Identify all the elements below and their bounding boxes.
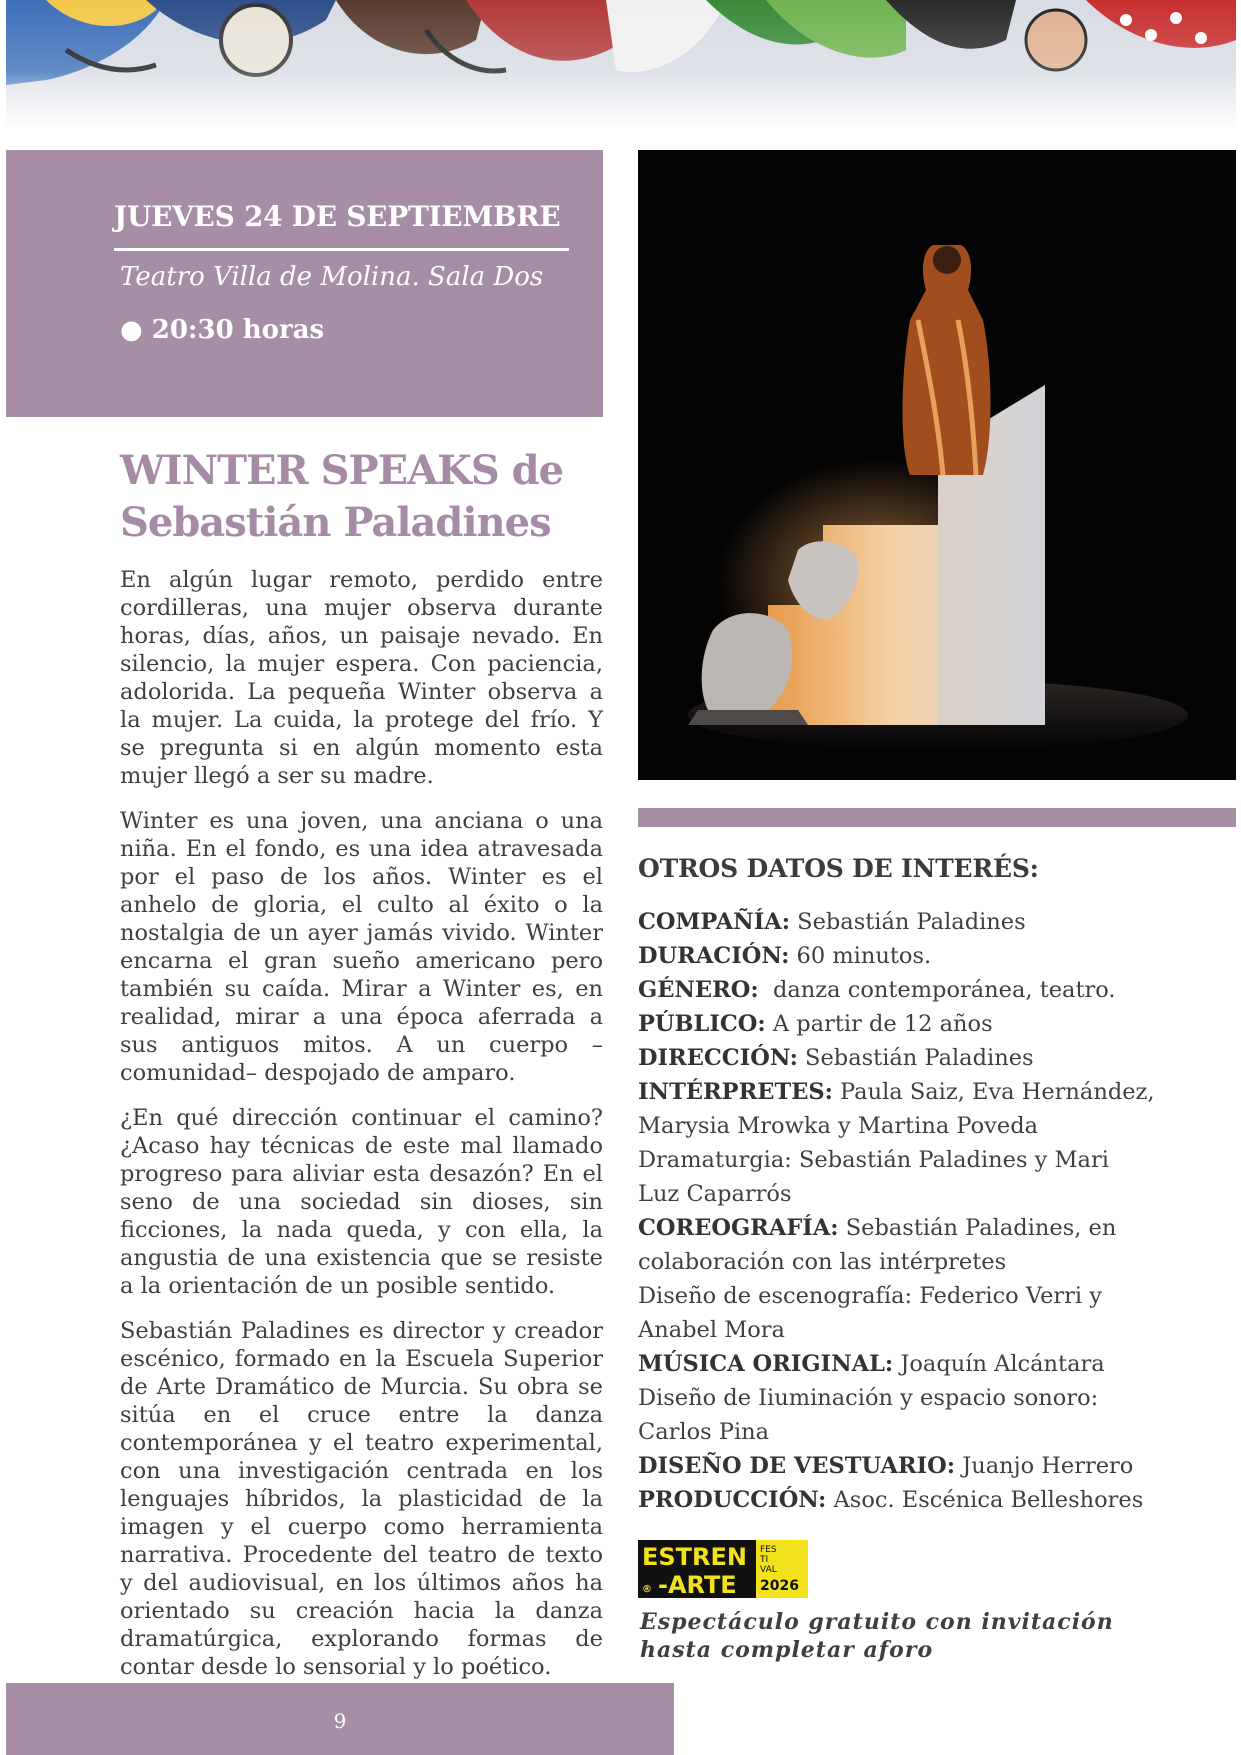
details-key: DIRECCIÓN: xyxy=(638,1045,798,1071)
logo-text-line-2: -ARTE xyxy=(658,1571,737,1598)
details-row xyxy=(638,1279,1238,1313)
details-key: COMPAÑÍA: xyxy=(638,909,791,935)
paragraph: ¿En qué dirección continuar el camino? ¿Acaso hay técnicas de este mal llamado progreso para aliviar esta desazón? En el seno de una sociedad sin dioses, sin ficciones, la nada queda, y con ella, la angustia de una existencia que se resiste a la orientación de un posible sentido. xyxy=(120,1105,603,1299)
details-row xyxy=(638,1211,1238,1245)
details-row xyxy=(638,1483,1238,1517)
details-value: Carlos Pina xyxy=(638,1419,770,1445)
details-value: colaboración con las intérpretes xyxy=(638,1249,1007,1275)
show-title xyxy=(120,445,600,549)
logo-text-line-1: ESTREN xyxy=(642,1543,748,1571)
details-key: PÚBLICO: xyxy=(638,1011,766,1037)
details-row xyxy=(638,1041,1238,1075)
show-title-line-2: Sebastián Paladines xyxy=(120,499,551,546)
show-description xyxy=(120,566,603,1698)
details-key: DISEÑO DE VESTUARIO: xyxy=(638,1453,956,1479)
section-divider-bar xyxy=(638,808,1236,827)
footer-bar xyxy=(6,1683,674,1755)
details-key: DURACIÓN: xyxy=(638,943,790,969)
free-admission-note xyxy=(640,1608,1120,1664)
logo-registered-mark: ® xyxy=(642,1584,652,1595)
details-row xyxy=(638,1245,1238,1279)
details-row xyxy=(638,939,1238,973)
details-row xyxy=(638,1347,1238,1381)
details-value: 60 minutos. xyxy=(789,943,932,969)
details-value: Paula Saiz, Eva Hernández, xyxy=(832,1079,1155,1105)
details-value: danza contemporánea, teatro. xyxy=(758,977,1116,1003)
event-venue: Teatro Villa de Molina. Sala Dos xyxy=(120,262,544,292)
details-value: Diseño de escenografía: Federico Verri y xyxy=(638,1283,1102,1309)
details-row xyxy=(638,1415,1238,1449)
details-value: Sebastián Paladines xyxy=(790,909,1026,935)
details-value: A partir de 12 años xyxy=(765,1011,993,1037)
details-row xyxy=(638,1313,1238,1347)
note-line-1: Espectáculo gratuito con invitación xyxy=(640,1609,1114,1635)
paragraph: Winter es una joven, una anciana o una niña. En el fondo, es una idea atravesada por el paso de los años. Winter es el anhelo de gloria, el culto al éxito o la nostalgia de un ayer jamás vivido. Winter encarna el gran sueño americano pero también su caída. Mirar a Winter es, en realidad, mirar a una época aferrada a sus antiguos mitos. A un cuerpo –comunidad– despojado de amparo. xyxy=(120,808,603,1086)
details-value: Asoc. Escénica Belleshores xyxy=(826,1487,1144,1513)
details-value: Sebastián Paladines, en xyxy=(838,1215,1117,1241)
details-key: MÚSICA ORIGINAL: xyxy=(638,1351,894,1377)
show-title-line-1: WINTER SPEAKS de xyxy=(120,447,564,494)
details-value: Joaquín Alcántara xyxy=(893,1351,1105,1377)
details-value: Luz Caparrós xyxy=(638,1181,792,1207)
divider xyxy=(114,248,569,251)
details-list xyxy=(638,905,1238,1517)
details-key: PRODUCCIÓN: xyxy=(638,1487,827,1513)
bullet-icon: ● xyxy=(120,315,143,345)
paragraph: Sebastián Paladines es director y creador escénico, formado en la Escuela Superior de Arte Dramático de Murcia. Su obra se sitúa en el cruce entre la danza contemporánea y el teatro experimental, con una investigación centrada en los lenguajes híbridos, la plasticidad de la imagen y el cuerpo como herramienta narrativa. Procedente del teatro de texto y del audiovisual, en los últimos años ha orientado su creación hacia la danza dramatúrgica, explorando formas de contar desde lo sensorial y lo poético. xyxy=(120,1318,603,1680)
details-value: Juanjo Herrero xyxy=(955,1453,1134,1479)
note-line-2: hasta completar aforo xyxy=(640,1637,934,1663)
logo-fes: FES xyxy=(760,1545,777,1555)
event-date: JUEVES 24 DE SEPTIEMBRE xyxy=(114,200,561,233)
details-row xyxy=(638,1381,1238,1415)
page-number: 9 xyxy=(333,1709,347,1733)
details-row xyxy=(638,905,1238,939)
details-key: COREOGRAFÍA: xyxy=(638,1215,839,1241)
details-row xyxy=(638,1143,1238,1177)
header-artwork-image xyxy=(6,0,1236,130)
details-key: GÉNERO: xyxy=(638,977,759,1003)
stage-photo xyxy=(638,150,1236,780)
details-key: INTÉRPRETES: xyxy=(638,1079,833,1105)
details-heading: OTROS DATOS DE INTERÉS: xyxy=(638,854,1039,883)
event-time-text: 20:30 horas xyxy=(151,315,325,345)
logo-ti: TI xyxy=(760,1555,769,1565)
details-row xyxy=(638,1109,1238,1143)
details-row xyxy=(638,1177,1238,1211)
estrenarte-festival-logo xyxy=(638,1540,808,1598)
event-time xyxy=(120,315,324,345)
details-value: Sebastián Paladines xyxy=(797,1045,1034,1071)
details-value: Marysia Mrowka y Martina Poveda xyxy=(638,1113,1039,1139)
details-value: Diseño de Iiuminación y espacio sonoro: xyxy=(638,1385,1099,1411)
paragraph: En algún lugar remoto, perdido entre cordilleras, una mujer observa durante horas, días, años, un paisaje nevado. En silencio, la mujer espera. Con paciencia, adolorida. La pequeña Winter observa a la mujer. La cuida, la protege del frío. Y se pregunta si en algún momento esta mujer llegó a ser su madre. xyxy=(120,567,603,789)
details-row xyxy=(638,1449,1238,1483)
details-row xyxy=(638,1007,1238,1041)
details-value: Anabel Mora xyxy=(638,1317,785,1343)
logo-year: 2026 xyxy=(760,1578,799,1594)
details-row xyxy=(638,1075,1238,1109)
logo-val: VAL xyxy=(760,1565,777,1575)
details-value: Dramaturgia: Sebastián Paladines y Mari xyxy=(638,1147,1109,1173)
details-row xyxy=(638,973,1238,1007)
